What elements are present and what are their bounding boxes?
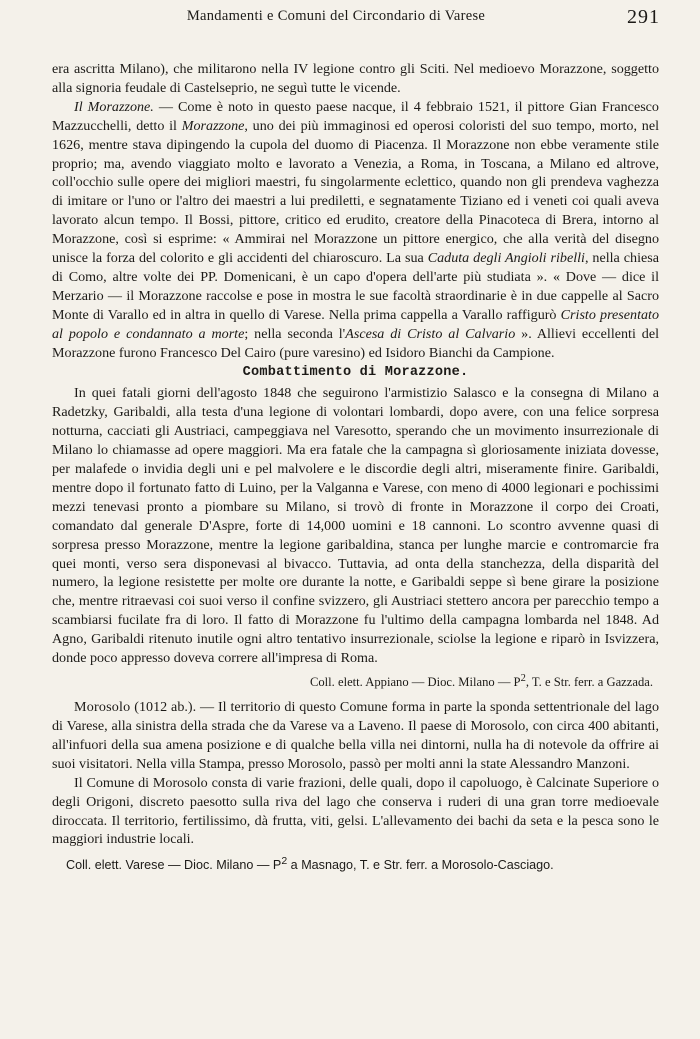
italic-phrase: Caduta degli Angioli ribelli	[427, 250, 585, 267]
paragraph-text: , uno dei più immaginosi ed operosi coloristi del suo tempo, morto, nel 1626, mentre stava dipingendo la cupola del duomo di Piacenza. Il Morazzone non ebbe veramente stile proprio; ma, avendo viaggiato molto e lavorato a Venezia, a Roma, in Toscana, a Milano ed altrove, coll'occhio sulle opere dei migliori maestri, fu singolarmente eclettico, quando non gli prendeva vaghezza di imitare or l'uno or l'altro dei maestri a lui prediletti, e segnatamente Tiziano ed i veneti coi quali aveva lavorato alcun tempo. Il Bossi, pittore, critico ed erudito, creatore della Pinacoteca di Brera, intorno al Morazzone, così si esprime: « Ammirai nel Morazzone un pittore energico, che alla verità del disegno unisce la forza del colorito e gli accidenti del chiaroscuro. La sua	[52, 117, 659, 267]
paragraph-text: — Come è noto in questo paese nacque, il 4 febbraio 1521, il pittore Gian Francesco Mazzucchelli, detto il	[52, 98, 659, 134]
italic-phrase: Ascesa di Cristo al Calvario	[345, 325, 516, 342]
italic-phrase: Morazzone	[181, 117, 245, 134]
note-text: Coll. elett. Appiano — Dioc. Milano — P	[309, 675, 521, 690]
page-header	[52, 6, 660, 30]
paragraph-heading: Il Morazzone.	[74, 98, 154, 115]
paragraph-text: Il Comune di Morosolo consta di varie frazioni, delle quali, dopo il capoluogo, è Calcinate Superiore o degli Origoni, discreto paesotto sulla riva del lago che conserva i ruderi di una gran torre medioevale diroccata. Il territorio, fertilissimo, dà frutta, viti, gelsi. L'allevamento dei bachi da seta e la pesca sono le maggiori industrie locali.	[52, 774, 659, 848]
paragraph-battle	[52, 384, 659, 668]
section-title: Combattimento di Morazzone.	[242, 364, 469, 380]
note-superscript: 2	[281, 855, 288, 868]
electoral-note	[52, 670, 659, 692]
page-body	[52, 60, 659, 875]
paragraph-morazzone-painter	[52, 98, 659, 363]
page-number: 291	[627, 6, 660, 28]
note-text: , T. e Str. ferr. a Gazzada.	[525, 675, 653, 690]
paragraph-text: ». Allievi eccellenti del Morazzone furono Francesco Del Cairo (pure varesino) ed Isidoro Bianchi da Campione.	[52, 325, 659, 361]
note-text: a Masnago, T. e Str. ferr. a Morosolo-Casciago.	[287, 858, 554, 873]
paragraph-text: (1012 ab.). — Il territorio di questo Comune forma in parte la sponda settentrionale del lago di Varese, alla sinistra della strada che da Varese va a Laveno. Il paese di Morosolo, con circa 400 abitanti, all'infuori della sua amena posizione e di qualche bella villa nei dintorni, nulla ha di notevole da offrire ai suoi visitatori. Nella villa Stampa, presso Morosolo, passò per molti anni la state Alessandro Manzoni.	[52, 699, 659, 772]
note-text: Coll. elett. Varese — Dioc. Milano — P	[66, 858, 282, 873]
paragraph-morosolo-comune	[52, 774, 659, 850]
italic-phrase: Cristo presentato al popolo e condannato a morte	[52, 306, 660, 342]
paragraph-text: era ascritta Milano), che militarono nella IV legione contro gli Sciti. Nel medioevo Morazzone, soggetto alla signoria feudale di Castelseprio, ne seguì tutte le vicende.	[52, 61, 659, 96]
paragraph-text: In quei fatali giorni dell'agosto 1848 che seguirono l'armistizio Salasco e la consegna di Milano a Radetzky, Garibaldi, alla testa d'una legione di volontari lombardi, dopo avere, con una felice sorpresa notturna, cacciati gli Austriaci, campeggiava nel Varesotto, sperando che un movimento insurrezionale di Milano lo chiamasse ad opere maggiori. Ma era fatale che la campagna sì gloriosamente iniziata dovesse, per malafede o invidia degli uni e pel malvolere e le discordie degli altri, miseramente finire. Garibaldi, mentre dopo il fortunato fatto di Luino, per la Valganna e Varese, con meno di 4000 legionari e pochissimi mezzi tenevasi pronto a piombare su Milano, si trovò di fronte in Morazzone il corpo dei Croati, comandato dal generale D'Aspre, forte di 14,000 uomini e 18 cannoni. Lo scontro avvenne quasi di sorpresa presso Morazzone, mentre la legione garibaldina, stanca per lunghe marcie e contromarcie fra quei monti, verso sera disponevasi al bivacco. Tuttavia, ad onta della stanchezza, della disparità del numero, la legione resistette per molte ore durante la notte, e Garibaldi seppe sì bene girare la posizione che, mentre ritraevasi coi suoi verso il confine svizzero, gli Austriaci stettero ancora per parecchio tempo a scambiarsi fucilate fra di loro. Il fatto di Morazzone fu l'ultimo della campagna lombarda nel 1848. Ad Agno, Garibaldi ritenuto inutile ogni altro tentativo insurrezionale, sciolse la legione e riparò in Isvizzera, donde poco appresso doveva correre all'impresa di Roma.	[52, 385, 659, 667]
electoral-note	[66, 852, 659, 875]
note-superscript: 2	[520, 673, 526, 684]
running-title: Mandamenti e Comuni del Circondario di Varese	[186, 8, 486, 24]
paragraph-morosolo	[52, 698, 659, 774]
paragraph-continuation	[52, 60, 659, 98]
paragraph-text: ; nella seconda l'	[244, 325, 346, 342]
entry-heading: Morosolo	[74, 699, 131, 716]
paragraph-text: , nella chiesa di Como, altre volte dei PP. Domenicani, è un capo d'opera dell'arte più studiata ». « Dove — dice il Merzario — il Morazzone raccolse e pose in mostra le sue facoltà straordinarie è in due cappelle al Sacro Monte di Varallo ed in altra in quello di Varese. Nella prima cappella a Varallo raffigurò	[52, 250, 659, 323]
